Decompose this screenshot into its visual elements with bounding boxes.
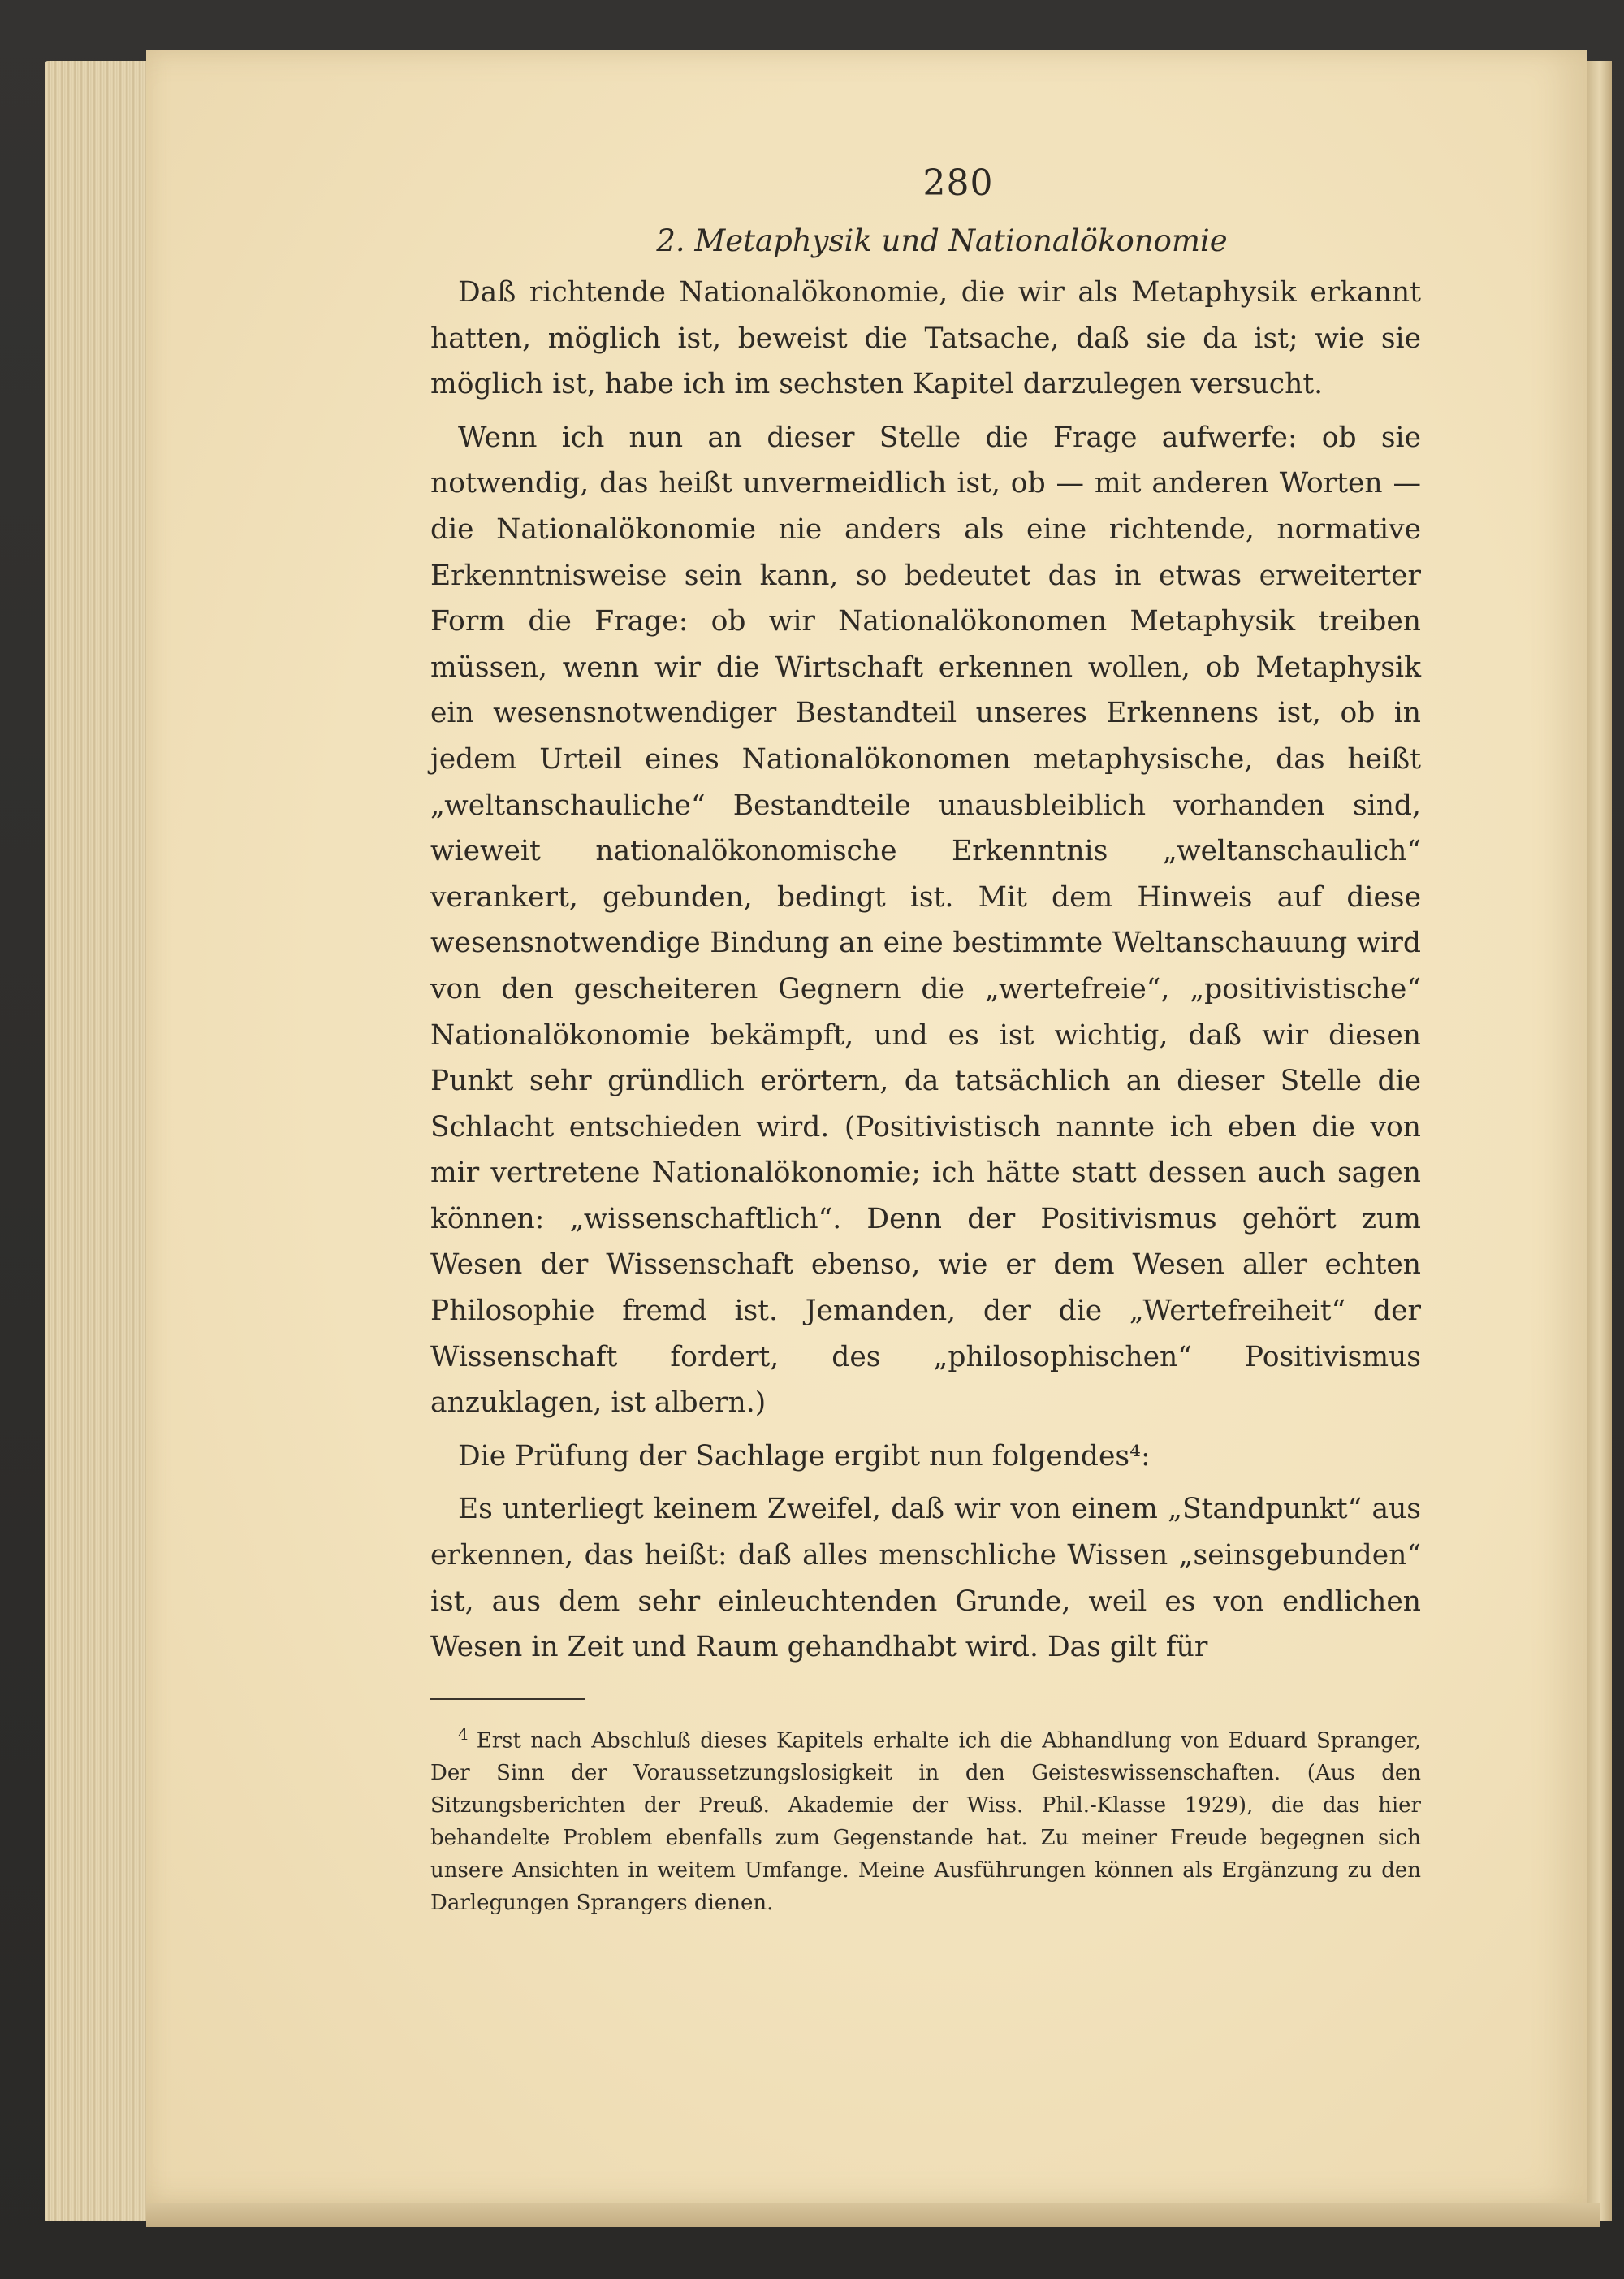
paragraph-1: Daß richtende Nationalökonomie, die wir als Metaphysik erkannt hatten, möglich ist, beweist die Tatsache, daß sie da ist; wie sie möglich ist, habe ich im sechsten Kapitel darzulegen versucht. [430, 276, 1421, 401]
paragraph-4: Es unterliegt keinem Zweifel, daß wir von einem „Standpunkt“ aus erkennen, das heißt: daß alles menschliche Wissen „seinsgebunden“ ist, aus dem sehr einleuchtenden Grunde, weil es von endlichen Wesen in Zeit und Raum gehandhabt wird. Das gilt für [430, 1493, 1421, 1664]
footnote-text: Erst nach Abschluß dieses Kapitels erhalte ich die Abhandlung von Eduard Spranger, Der Sinn der Voraussetzungslosigkeit in den Geisteswissenschaften. (Aus den Sitzungsberichten der Preuß. Akademie der Wiss. Phil.-Klasse 1929), die das hier behandelte Problem ebenfalls zum Gegenstande hat. Zu meiner Freude begegnen sich unsere Ansichten in weitem Umfange. Meine Ausführungen können als Ergänzung zu den Darlegungen Sprangers dienen. [430, 1728, 1421, 1916]
paragraph-2: Wenn ich nun an dieser Stelle die Frage aufwerfe: ob sie notwendig, das heißt unvermeidlich ist, ob — mit anderen Worten — die Nationalökonomie nie anders als eine richtende, normative Erkenntnisweise sein kann, so bedeutet das in etwas erweiterter Form die Frage: ob wir Nationalökonomen Metaphysik treiben müssen, wenn wir die Wirtschaft erkennen wollen, ob Metaphysik ein wesensnotwendiger Bestandteil unseres Erkennens ist, ob in jedem Urteil eines Nationalökonomen metaphysische, das heißt „weltanschauliche“ Bestandteile unausbleiblich vorhanden sind, wieweit nationalökonomische Erkenntnis „weltanschaulich“ verankert, gebunden, bedingt ist. Mit dem Hinweis auf diese wesensnotwendige Bindung an eine bestimmte Weltanschauung wird von den gescheiteren Gegnern die „wertefreie“, „positivistische“ Nationalökonomie bekämpft, und es ist wichtig, daß wir diesen Punkt sehr gründlich erörtern, da tatsächlich an dieser Stelle die Schlacht entschieden wird. (Positivistisch nannte ich eben die von mir vertretene Nationalökonomie; ich hätte statt dessen auch sagen können: „wissenschaftlich“. Denn der Positivismus gehört zum Wesen der Wissenschaft ebenso, wie er dem Wesen aller echten Philosophie fremd ist. Jemanden, der die „Wertefreiheit“ der Wissenschaft fordert, des „philosophischen“ Positivismus anzuklagen, ist albern.) [430, 421, 1421, 1420]
section-heading: 2. Metaphysik und Nationalökonomie [656, 223, 1228, 258]
book-page-edges-bottom [146, 2203, 1600, 2227]
book-page-edges-right [1587, 61, 1612, 2221]
paragraph-3: Die Prüfung der Sachlage ergibt nun folgendes⁴: [458, 1439, 1151, 1472]
page-number: 280 [922, 162, 994, 204]
footnote-marker: 4 [458, 1723, 469, 1744]
page-content [430, 162, 1421, 1919]
footnote [430, 1718, 1421, 1920]
footnote-divider [430, 1698, 585, 1700]
book-page-edges-left [45, 61, 158, 2221]
